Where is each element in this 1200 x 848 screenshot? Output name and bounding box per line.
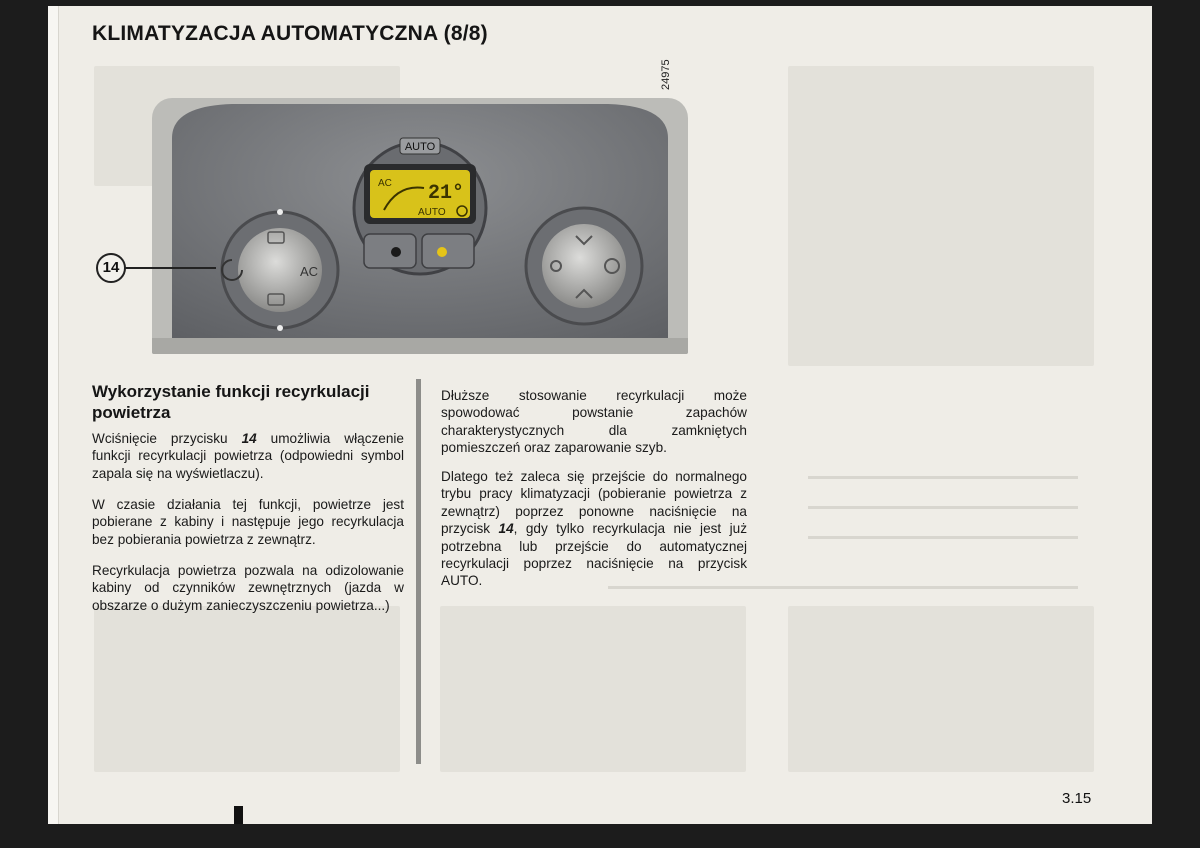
- show-through-line: [808, 536, 1078, 539]
- svg-text:AC: AC: [378, 178, 392, 189]
- climate-control-illustration: [152, 98, 688, 354]
- show-through-box-bottom-left: [94, 606, 400, 772]
- col2-paragraph-1: Dłuższe stosowanie recyrkulacji może spowodować powstanie zapachów charakterystycznych dla zamkniętych pomieszczeń oraz zaparowanie szyb.: [441, 388, 747, 456]
- show-through-box-bottom-mid: [440, 606, 746, 772]
- indicator-dark: [391, 247, 401, 257]
- show-through-line: [808, 476, 1078, 479]
- climate-panel-drawing: [152, 98, 688, 354]
- col1-paragraph-2: W czasie działania tej funkcji, powietrze jest pobierane z kabiny i następuje jego recyrkulacja bez pobierania powietrza z zewnątrz.: [92, 497, 404, 547]
- svg-text:AUTO: AUTO: [404, 141, 436, 153]
- svg-text:21°: 21°: [428, 182, 465, 205]
- dual-button-right: [422, 234, 474, 268]
- col2-paragraph-2: Dlatego też zaleca się przejście do normalnego trybu pracy klimatyzacji (pobieranie powietrza z zewnątrz) poprzez ponowne naciśnięcie na przycisk 14, gdy tylko recyrkulacja nie jest już potrzebna lub przejście do automatycznej recyrkulacji poprzez naciśnięcie na przycisk AUTO.: [441, 469, 747, 589]
- indicator-yellow: [437, 247, 447, 257]
- manual-page: [48, 6, 1152, 824]
- callout-14: 14: [96, 253, 126, 283]
- section-heading: Wykorzystanie funkcji recyrkulacji powietrza: [92, 382, 370, 422]
- dual-button-left: [364, 234, 416, 268]
- show-through-box-bottom-right: [788, 606, 1094, 772]
- show-through-line: [808, 506, 1078, 509]
- col1-paragraph-3: Recyrkulacja powietrza pozwala na odizolowanie kabiny od czynników zewnętrznych (jazda w obszarze o dużym zanieczyszczeniu powietrza...): [92, 563, 404, 613]
- svg-text:AC: AC: [300, 264, 319, 279]
- col1-paragraph-1: Wciśnięcie przycisku 14 umożliwia włączenie funkcji recyrkulacji powietrza (odpowiedni symbol zapala się na wyświetlaczu).: [92, 431, 404, 481]
- callout-leader-line: [124, 267, 216, 269]
- page-number: 3.15: [1062, 790, 1092, 807]
- svg-text:AUTO: AUTO: [418, 207, 446, 218]
- page-title: KLIMATYZACJA AUTOMATYCZNA (8/8): [92, 22, 488, 45]
- binding-mark: [234, 806, 243, 824]
- show-through-box-right: [788, 66, 1094, 366]
- page-edge: [48, 6, 59, 824]
- right-control-knob: [542, 224, 626, 308]
- column-divider: [416, 379, 421, 764]
- figure-number: 24975: [660, 59, 672, 90]
